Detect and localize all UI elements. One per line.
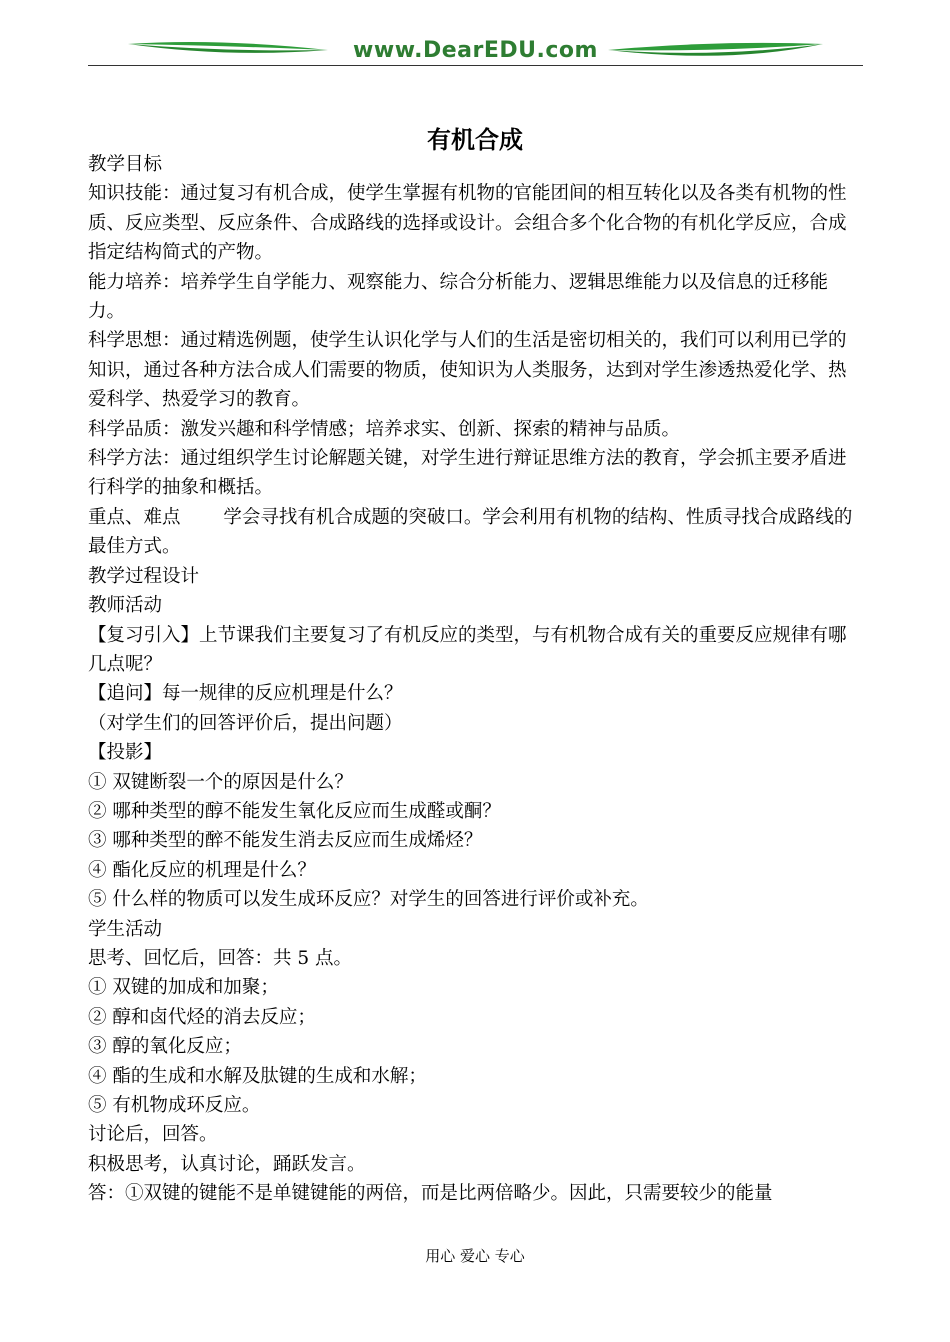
paragraph: ② 醇和卤代烃的消去反应； <box>88 1006 316 1028</box>
paragraph: ⑤ 什么样的物质可以发生成环反应？对学生的回答进行评价或补充。 <box>88 889 649 911</box>
paragraph: 思考、回忆后，回答：共 5 点。 <box>88 947 353 969</box>
site-banner <box>88 36 863 68</box>
paragraph: ① 双键断裂一个的原因是什么？ <box>88 771 353 793</box>
header-divider <box>88 65 863 66</box>
paragraph: 讨论后，回答。 <box>88 1124 218 1146</box>
paragraph: 【追问】每一规律的反应机理是什么？ <box>88 683 403 705</box>
paragraph: ② 哪种类型的醇不能发生氧化反应而生成醛或酮？ <box>88 800 501 822</box>
paragraph: 积极思考，认真讨论，踊跃发言。 <box>88 1153 366 1175</box>
paragraph: 科学品质：激发兴趣和科学情感；培养求实、创新、探索的精神与品质。 <box>88 418 681 440</box>
paragraph: 学生活动 <box>88 918 163 940</box>
paragraph: 科学方法：通过组织学生讨论解题关键，对学生进行辩证思维方法的教育，学会抓主要矛盾进行科学的抽象和概括。 <box>88 448 847 499</box>
paragraph: ⑤ 有机物成环反应。 <box>88 1095 261 1116</box>
paragraph: 教师活动 <box>88 595 163 617</box>
paragraph: ③ 醇的氧化反应； <box>88 1036 242 1058</box>
paragraph: 答：①双键的键能不是单键键能的两倍，而是比两倍略少。因此，只需要较少的能量 <box>88 1183 773 1205</box>
paragraph: 教学过程设计 <box>88 565 200 587</box>
paragraph: 教学目标 <box>88 154 163 175</box>
paragraph: 科学思想：通过精选例题，使学生认识化学与人们的生活是密切相关的，我们可以利用已学的知识，通过各种方法合成人们需要的物质，使知识为人类服务，达到对学生渗透热爱化学、热爱科学、热爱学习的教育。 <box>88 330 847 411</box>
page-footer: 用心 爱心 专心 <box>425 1247 525 1265</box>
document-title: 有机合成 <box>427 126 523 154</box>
paragraph: 知识技能：通过复习有机合成，使学生掌握有机物的官能团间的相互转化以及各类有机物的性质、反应类型、反应条件、合成路线的选择或设计。会组合多个化合物的有机化学反应，合成指定结构简式的产物。 <box>88 183 847 264</box>
site-logo-text: www.DearEDU.com <box>353 38 598 63</box>
paragraph: 重点、难点 学会寻找有机合成题的突破口。学会利用有机物的结构、性质寻找合成路线的最佳方式。 <box>88 506 853 558</box>
paragraph: ③ 哪种类型的醉不能发生消去反应而生成烯烃？ <box>88 830 483 852</box>
paragraph: ④ 酯的生成和水解及肽键的生成和水解； <box>88 1065 427 1087</box>
paragraph: 【投影】 <box>88 742 163 764</box>
paragraph: 能力培养：培养学生自学能力、观察能力、综合分析能力、逻辑思维能力以及信息的迁移能力。 <box>88 271 829 323</box>
paragraph: ④ 酯化反应的机理是什么？ <box>88 859 316 881</box>
paragraph: 【复习引入】上节课我们主要复习了有机反应的类型，与有机物合成有关的重要反应规律有哪几点呢？ <box>88 624 847 675</box>
paragraph: ① 双键的加成和加聚； <box>88 977 279 999</box>
document-body <box>88 150 864 1209</box>
paragraph: （对学生们的回答评价后，提出问题） <box>88 712 403 734</box>
